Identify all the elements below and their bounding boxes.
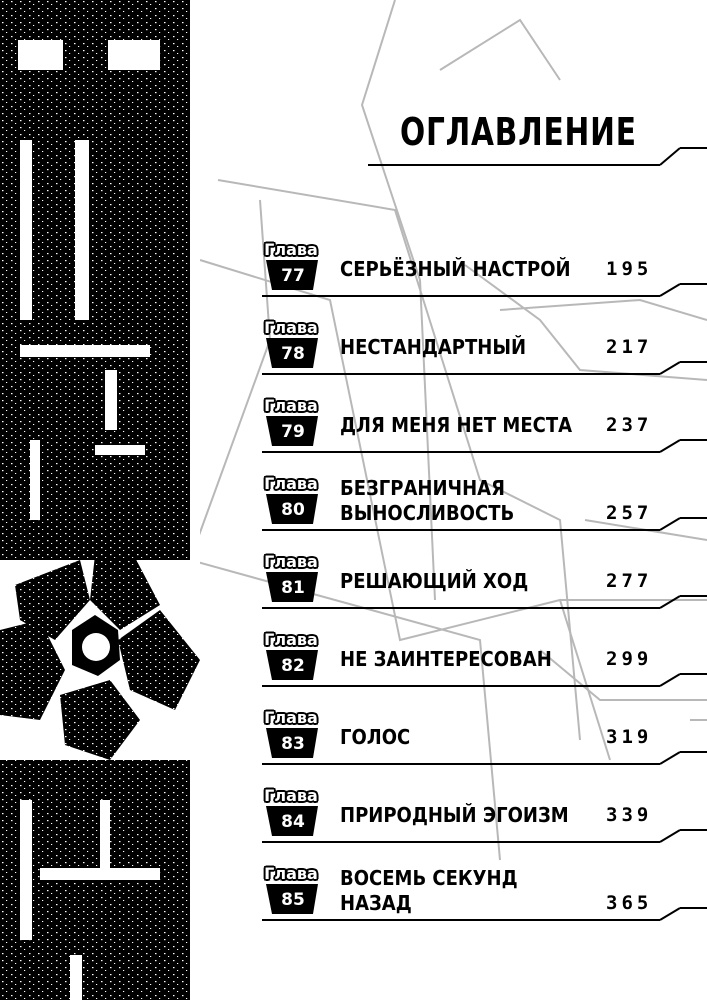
chapter-label: Глава [264, 552, 318, 571]
toc-entry[interactable] [250, 786, 670, 846]
page-number: 195 [606, 258, 653, 280]
chapter-label: Глава [264, 318, 318, 337]
chapter-badge [256, 864, 324, 922]
chapter-number: 78 [281, 344, 305, 364]
chapter-title: ГОЛОС [340, 725, 411, 749]
chapter-badge [256, 240, 324, 298]
chapter-number: 82 [281, 656, 305, 676]
toc-entry[interactable] [250, 630, 670, 690]
page-number: 319 [606, 726, 653, 748]
chapter-label: Глава [264, 240, 318, 259]
chapter-badge [256, 552, 324, 610]
page-number: 339 [606, 804, 653, 826]
page-number: 237 [606, 414, 653, 436]
chapter-title: ВОСЕМЬ СЕКУНД [340, 866, 518, 890]
chapter-label: Глава [264, 864, 318, 883]
chapter-title: СЕРЬЁЗНЫЙ НАСТРОЙ [340, 257, 571, 281]
toc-entry[interactable] [250, 318, 670, 378]
toc-entry[interactable] [250, 474, 670, 534]
chapter-number: 77 [281, 266, 305, 286]
chapter-title: ПРИРОДНЫЙ ЭГОИЗМ [340, 803, 569, 827]
chapter-title: ДЛЯ МЕНЯ НЕТ МЕСТА [340, 413, 573, 437]
toc-entry[interactable] [250, 708, 670, 768]
chapter-label: Глава [264, 396, 318, 415]
chapter-label: Глава [264, 708, 318, 727]
page-number: 365 [606, 892, 653, 914]
chapter-title: БЕЗГРАНИЧНАЯ [340, 476, 505, 500]
chapter-number: 81 [281, 578, 305, 598]
chapter-badge [256, 630, 324, 688]
page-number: 277 [606, 570, 653, 592]
page-number: 299 [606, 648, 653, 670]
chapter-number: 85 [281, 890, 305, 910]
chapter-number: 79 [281, 422, 305, 442]
title-hook [660, 148, 680, 165]
chapter-title: НЕ ЗАИНТЕРЕСОВАН [340, 647, 552, 671]
chapter-badge [256, 318, 324, 376]
toc-entry[interactable] [250, 396, 670, 456]
chapter-title: РЕШАЮЩИЙ ХОД [340, 569, 529, 593]
chapter-number: 83 [281, 734, 305, 754]
toc-entry[interactable] [250, 864, 670, 924]
chapter-title: НАЗАД [340, 891, 412, 915]
chapter-title: ВЫНОСЛИВОСТЬ [340, 501, 515, 525]
chapter-badge [256, 786, 324, 844]
chapter-label: Глава [264, 474, 318, 493]
chapter-badge [256, 708, 324, 766]
toc-entry[interactable] [250, 552, 670, 612]
chapter-badge [256, 396, 324, 454]
page-number: 257 [606, 502, 653, 524]
chapter-number: 84 [281, 812, 305, 832]
chapter-badge [256, 474, 324, 532]
chapter-number: 80 [281, 500, 305, 520]
chapter-title: НЕСТАНДАРТНЫЙ [340, 335, 527, 359]
chapter-label: Глава [264, 786, 318, 805]
chapter-label: Глава [264, 630, 318, 649]
page-title: ОГЛАВЛЕНИЕ [400, 110, 637, 154]
page-number: 217 [606, 336, 653, 358]
toc-entry[interactable] [250, 240, 670, 300]
